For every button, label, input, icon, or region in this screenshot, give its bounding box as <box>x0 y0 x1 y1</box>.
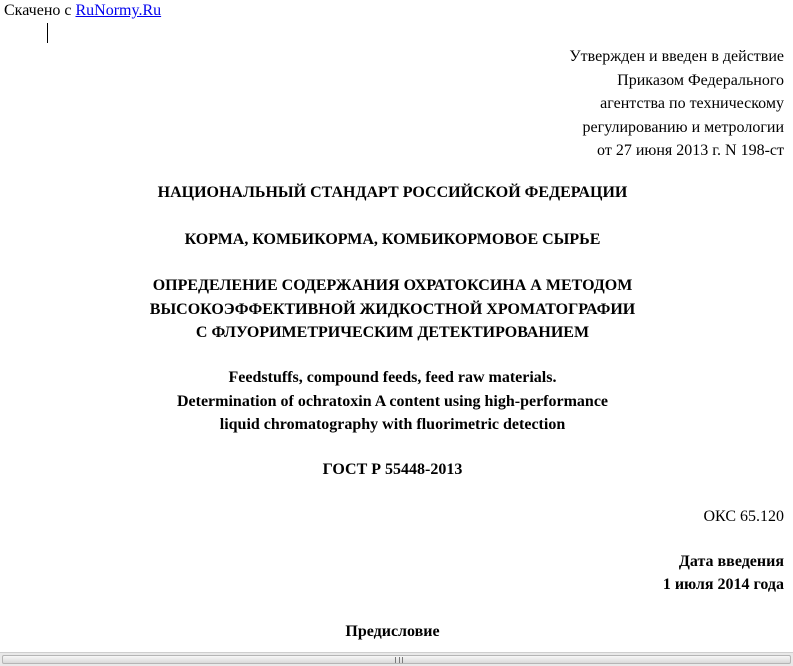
intro-date-value: 1 июля 2014 года <box>662 576 784 593</box>
title-ru-line: ВЫСОКОЭФФЕКТИВНОЙ ЖИДКОСТНОЙ ХРОМАТОГРАФИИ <box>149 300 636 318</box>
title-russian <box>0 274 785 345</box>
title-ru-line: ОПРЕДЕЛЕНИЕ СОДЕРЖАНИЯ ОХРАТОКСИНА А МЕТОДОМ <box>152 277 633 294</box>
designation-text: ГОСТ Р 55448-2013 <box>322 461 463 478</box>
title-en-line: Determination of ochratoxin A content using high-performance <box>176 392 609 410</box>
approval-line: регулированию и метрологии <box>582 118 784 136</box>
title-en-line: liquid chromatography with fluorimetric detection <box>219 416 566 433</box>
standard-heading <box>0 181 785 205</box>
source-link[interactable]: RuNormy.Ru <box>75 2 162 19</box>
approval-line: агентства по техническому <box>600 95 784 112</box>
source-line <box>4 1 161 21</box>
subject-heading-text: КОРМА, КОМБИКОРМА, КОМБИКОРМОВОЕ СЫРЬЕ <box>184 231 601 248</box>
title-en-line: Feedstuffs, compound feeds, feed raw materials. <box>228 369 557 386</box>
standard-heading-text: НАЦИОНАЛЬНЫЙ СТАНДАРТ РОССИЙСКОЙ ФЕДЕРАЦИИ <box>157 184 628 201</box>
grip-lines-icon <box>395 657 403 663</box>
preface-heading <box>0 620 785 644</box>
approval-line: от 27 июня 2013 г. N 198-ст <box>597 142 784 159</box>
title-ru-line: С ФЛУОРИМЕТРИЧЕСКИМ ДЕТЕКТИРОВАНИЕМ <box>195 324 590 341</box>
source-prefix: Скачено с <box>4 2 76 19</box>
approval-block <box>569 45 784 163</box>
approval-line: Утвержден и введен в действие <box>569 48 784 65</box>
text-cursor <box>47 23 48 43</box>
oks-code: ОКС 65.120 <box>703 508 784 525</box>
approval-line: Приказом Федерального <box>617 71 784 89</box>
subject-heading <box>0 228 785 252</box>
title-english <box>0 366 785 437</box>
intro-date-label: Дата введения <box>678 553 784 570</box>
horizontal-scrollbar[interactable] <box>0 652 793 666</box>
scrollbar-thumb[interactable] <box>2 655 791 664</box>
standard-designation <box>0 458 785 482</box>
preface-text: Предисловие <box>345 623 440 640</box>
